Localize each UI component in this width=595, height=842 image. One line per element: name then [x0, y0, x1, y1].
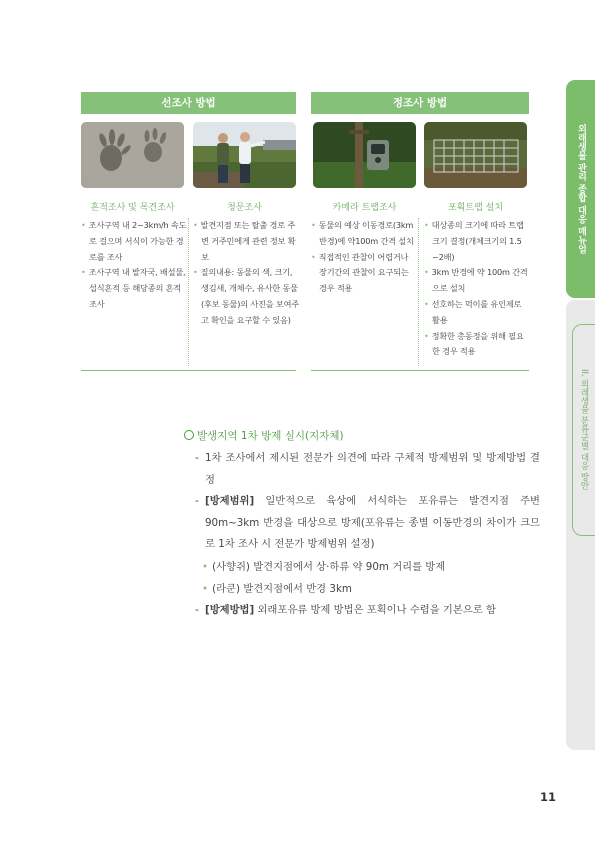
capture-trap-bullets — [424, 218, 530, 360]
page-number: 11 — [540, 790, 557, 804]
magnifier-check-icon — [184, 430, 194, 440]
tab-label: 외래생물 관리 종합 대응 매뉴얼 — [576, 124, 586, 254]
list-item: • 질의내용: 동물의 색, 크기, 생김새, 개체수, 유사한 동물(후보 동물)의 사진을 보여주고 확인을 요구할 수 있음) — [193, 265, 299, 328]
table-bottom-rule — [81, 370, 296, 371]
paragraph-2-text: 일반적으로 육상에 서식하는 포유류는 발견지점 주변 90m~3km 반경을 대상으로 방제(포유류는 종별 이동반경의 차이가 크므로 1차 조사 시 전문가 방제범위 설정) — [205, 495, 540, 550]
caption-capture-trap: 포획트랩 설치 — [447, 203, 504, 213]
list-item: • 발견지점 또는 탈출 경로 주변 거주민에게 관련 정보 확보 — [193, 218, 299, 265]
column-divider — [188, 218, 189, 366]
tab-section-ii[interactable] — [566, 300, 595, 750]
paragraph-2: - [방제범위] 일반적으로 육상에 서식하는 포유류는 발견지점 주변 90m~3km 반경을 대상으로 방제(포유류는 종별 이동반경의 차이가 크므로 1차 조사 시 전문가 방제범위 설정) — [195, 495, 540, 550]
interview-survey-bullets — [193, 218, 299, 329]
left-method-header: 선조사 방법 — [81, 92, 296, 114]
sub-item-text: (사향쥐) 발견지점에서 상·하류 약 90m 거리를 방제 — [212, 561, 446, 573]
interview-people-photo — [193, 122, 296, 188]
method-label: [방제방법] — [205, 604, 255, 616]
camera-trap-photo — [313, 122, 416, 188]
paragraph-3: - [방제방법] 외래포유류 방제 방법은 포획이나 수렵을 기본으로 함 — [195, 604, 496, 616]
column-divider — [418, 218, 419, 366]
list-item: • 정확한 총동정을 위해 필요한 경우 적용 — [424, 329, 530, 361]
right-method-header: 정조사 방법 — [311, 92, 529, 114]
sub-item-raccoon: • (라쿤) 발견지점에서 반경 3km — [202, 583, 352, 595]
table-bottom-rule — [311, 370, 529, 371]
caption-footprint-survey: 흔적조사 및 목견조사 — [90, 203, 175, 213]
list-item: • 직접적인 관찰이 어렵거나 장기간의 관찰이 요구되는 경우 적용 — [311, 250, 417, 297]
sub-item-muskrat: • (사향쥐) 발견지점에서 상·하류 약 90m 거리를 방제 — [202, 561, 446, 573]
section-title — [184, 428, 344, 443]
list-item: • 대상종의 크기에 따라 트랩 크기 결정(개체크기의 1.5 ~2배) — [424, 218, 530, 265]
paragraph-1: - 1차 조사에서 제시된 전문가 의견에 따라 구체적 방제범위 및 방제방법 결정 — [195, 448, 540, 491]
sub-item-text: (라쿤) 발견지점에서 반경 3km — [212, 583, 352, 595]
animal-footprints-photo — [81, 122, 184, 188]
section-title-text: 발생지역 1차 방제 실시(지자체) — [197, 430, 344, 442]
list-item: • 선호하는 먹이를 유인제로 활용 — [424, 297, 530, 329]
cage-trap-photo — [424, 122, 527, 188]
paragraph-3-text: 외래포유류 방제 방법은 포획이나 수렵을 기본으로 함 — [254, 604, 496, 616]
footprint-survey-bullets — [81, 218, 187, 313]
tab-manual-title[interactable] — [566, 80, 595, 298]
scope-label: [방제범위] — [205, 495, 255, 507]
paragraph-1-text: 1차 조사에서 제시된 전문가 의견에 따라 구체적 방제범위 및 방제방법 결정 — [205, 452, 540, 486]
list-item: • 조사구역 내 2~3km/h 속도로 걸으며 서식이 가능한 경로를 조사 — [81, 218, 187, 265]
caption-interview-survey: 청문조사 — [227, 203, 262, 213]
camera-trap-bullets — [311, 218, 417, 297]
tab-label: II. 외래생물 분류군별 대응 방안 — [579, 368, 589, 490]
list-item: • 3km 반경에 약 100m 간격으로 설치 — [424, 265, 530, 297]
list-item: • 동물의 예상 이동경로(3km 반경)에 약100m 간격 설치 — [311, 218, 417, 250]
caption-camera-trap: 카메라 트랩조사 — [332, 203, 397, 213]
list-item: • 조사구역 내 발자국, 배설물, 섭식흔적 등 해당종의 흔적 조사 — [81, 265, 187, 312]
